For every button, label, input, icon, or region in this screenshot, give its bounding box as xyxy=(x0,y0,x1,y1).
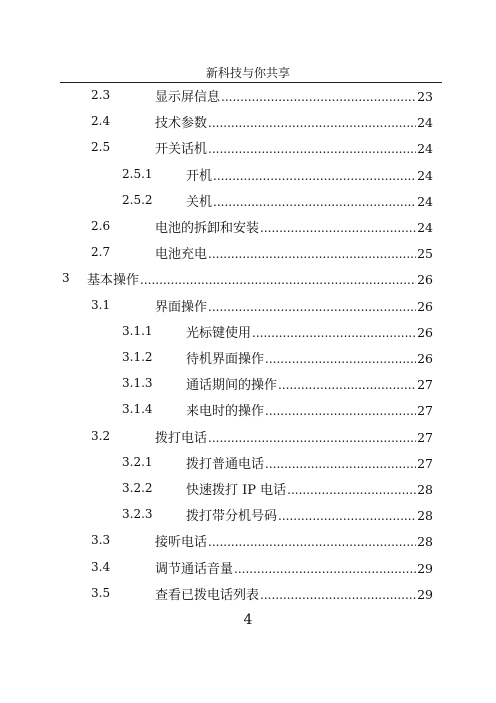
toc-leader-dots xyxy=(252,326,416,341)
toc-entry[interactable] xyxy=(0,296,496,316)
toc-leader-dots xyxy=(208,247,416,262)
toc-entry-number: 3.1.3 xyxy=(122,376,153,391)
toc-leader-dots xyxy=(287,483,416,498)
toc-entry-title: 待机界面操作 xyxy=(186,352,265,367)
toc-leader-dots xyxy=(140,273,416,288)
toc-entry[interactable] xyxy=(0,374,496,394)
toc-leader-dots xyxy=(265,404,416,419)
toc-entry-title: 拨打带分机号码 xyxy=(186,509,278,525)
toc-entry-page: 23 xyxy=(417,89,433,104)
toc-leader-dots xyxy=(213,169,416,184)
toc-leader-dots xyxy=(208,300,416,315)
toc-entry-number: 2.4 xyxy=(91,114,111,129)
toc-entry-page: 28 xyxy=(417,508,433,524)
toc-entry-number: 2.5.1 xyxy=(122,166,153,181)
toc-entry-title: 调节通话音量 xyxy=(155,561,234,577)
toc-entry-page: 24 xyxy=(417,115,433,131)
toc-entry-title: 快速拨打 IP 电话 xyxy=(186,483,287,498)
toc-entry-title: 查看已拨电话列表 xyxy=(155,587,260,603)
toc-entry-title: 电池的拆卸和安装 xyxy=(155,221,260,236)
toc-entry-page: 29 xyxy=(417,586,433,602)
toc-entry-number: 3.2.1 xyxy=(122,454,153,469)
toc-leader-dots xyxy=(278,509,416,524)
toc-entry[interactable] xyxy=(0,348,496,368)
toc-leader-dots xyxy=(260,588,416,603)
toc-entry-page: 28 xyxy=(417,482,433,497)
toc-entry-number: 3.1.4 xyxy=(122,402,153,417)
toc-entry-number: 3.1.2 xyxy=(122,350,153,364)
toc-entry[interactable] xyxy=(0,165,496,185)
toc-entry[interactable] xyxy=(0,191,496,211)
toc-entry-number: 2.5 xyxy=(91,140,111,155)
toc-entry-page: 26 xyxy=(417,298,433,314)
toc-entry[interactable] xyxy=(0,217,496,237)
toc-entry-number: 3.2.3 xyxy=(122,507,153,522)
toc-entry-title: 电池充电 xyxy=(155,247,208,263)
toc-entry-number: 3.3 xyxy=(91,533,111,548)
toc-entry-number: 3.1 xyxy=(91,297,111,312)
toc-entry-page: 27 xyxy=(417,403,433,419)
toc-entry-number: 3 xyxy=(62,271,70,286)
toc-entry[interactable] xyxy=(0,505,496,525)
toc-entry[interactable] xyxy=(0,86,496,106)
running-header: 新科技与你共享 xyxy=(205,66,290,80)
toc-entry-number: 3.4 xyxy=(91,559,111,574)
toc-entry-number: 3.2 xyxy=(91,428,111,443)
toc-entry-page: 24 xyxy=(417,167,433,183)
toc-entry-page: 26 xyxy=(417,272,433,288)
toc-entry[interactable] xyxy=(0,112,496,132)
toc-leader-dots xyxy=(234,562,416,577)
toc-entry[interactable] xyxy=(0,558,496,578)
toc-entry-page: 24 xyxy=(417,193,433,209)
toc-entry-number: 2.5.2 xyxy=(122,192,153,207)
toc-entry-number: 3.5 xyxy=(91,585,111,600)
toc-entry-number: 2.3 xyxy=(91,88,111,102)
toc-entry-page: 28 xyxy=(417,534,433,550)
toc-entry-title: 拨打普通电话 xyxy=(186,456,265,472)
toc-leader-dots xyxy=(265,352,416,367)
toc-leader-dots xyxy=(265,457,416,472)
toc-entry-title: 拨打电话 xyxy=(155,430,208,446)
toc-leader-dots xyxy=(208,142,416,157)
toc-entry-page: 24 xyxy=(417,141,433,157)
toc-entry-title: 基本操作 xyxy=(87,273,140,289)
toc-entry-title: 技术参数 xyxy=(155,116,208,132)
toc-entry-title: 关机 xyxy=(186,194,213,210)
toc-leader-dots xyxy=(208,431,416,446)
toc-entry-page: 24 xyxy=(417,220,433,235)
toc-entry[interactable] xyxy=(0,243,496,263)
toc-entry-page: 26 xyxy=(417,351,433,366)
toc-entry-page: 29 xyxy=(417,560,433,576)
toc-entry-title: 开关话机 xyxy=(155,142,208,158)
toc-leader-dots xyxy=(278,378,416,393)
toc-entry-page: 27 xyxy=(417,377,433,393)
toc-entry-title: 通话期间的操作 xyxy=(186,378,278,394)
toc-entry-number: 3.2.2 xyxy=(122,481,153,495)
toc-entry[interactable] xyxy=(0,453,496,473)
toc-entry-title: 显示屏信息 xyxy=(155,90,221,105)
toc-leader-dots xyxy=(260,221,416,236)
toc-entry[interactable] xyxy=(0,400,496,420)
toc-entry-title: 界面操作 xyxy=(155,299,208,315)
toc-leader-dots xyxy=(208,535,416,550)
toc-entry-page: 25 xyxy=(417,246,433,262)
toc-entry-title: 光标键使用 xyxy=(186,325,252,341)
toc-entry[interactable] xyxy=(0,427,496,447)
toc-entry[interactable] xyxy=(0,322,496,342)
toc-leader-dots xyxy=(208,116,416,131)
toc-entry[interactable] xyxy=(0,269,496,289)
toc-entry-title: 接听电话 xyxy=(155,535,208,551)
toc-entry-title: 来电时的操作 xyxy=(186,404,265,420)
header-rule xyxy=(60,82,442,83)
toc-entry[interactable] xyxy=(0,138,496,158)
page-number: 4 xyxy=(243,612,253,628)
toc-entry[interactable] xyxy=(0,479,496,499)
toc-entry-page: 27 xyxy=(417,455,433,471)
toc-leader-dots xyxy=(221,90,416,105)
toc-entry-title: 开机 xyxy=(186,168,213,184)
toc-entry-page: 27 xyxy=(417,429,433,445)
toc-entry-number: 3.1.1 xyxy=(122,323,153,338)
toc-entry[interactable] xyxy=(0,531,496,551)
toc-entry-number: 2.7 xyxy=(91,245,111,260)
toc-leader-dots xyxy=(213,195,416,210)
toc-entry-number: 2.6 xyxy=(91,219,111,233)
toc-entry[interactable] xyxy=(0,584,496,604)
toc-entry-page: 26 xyxy=(417,324,433,340)
